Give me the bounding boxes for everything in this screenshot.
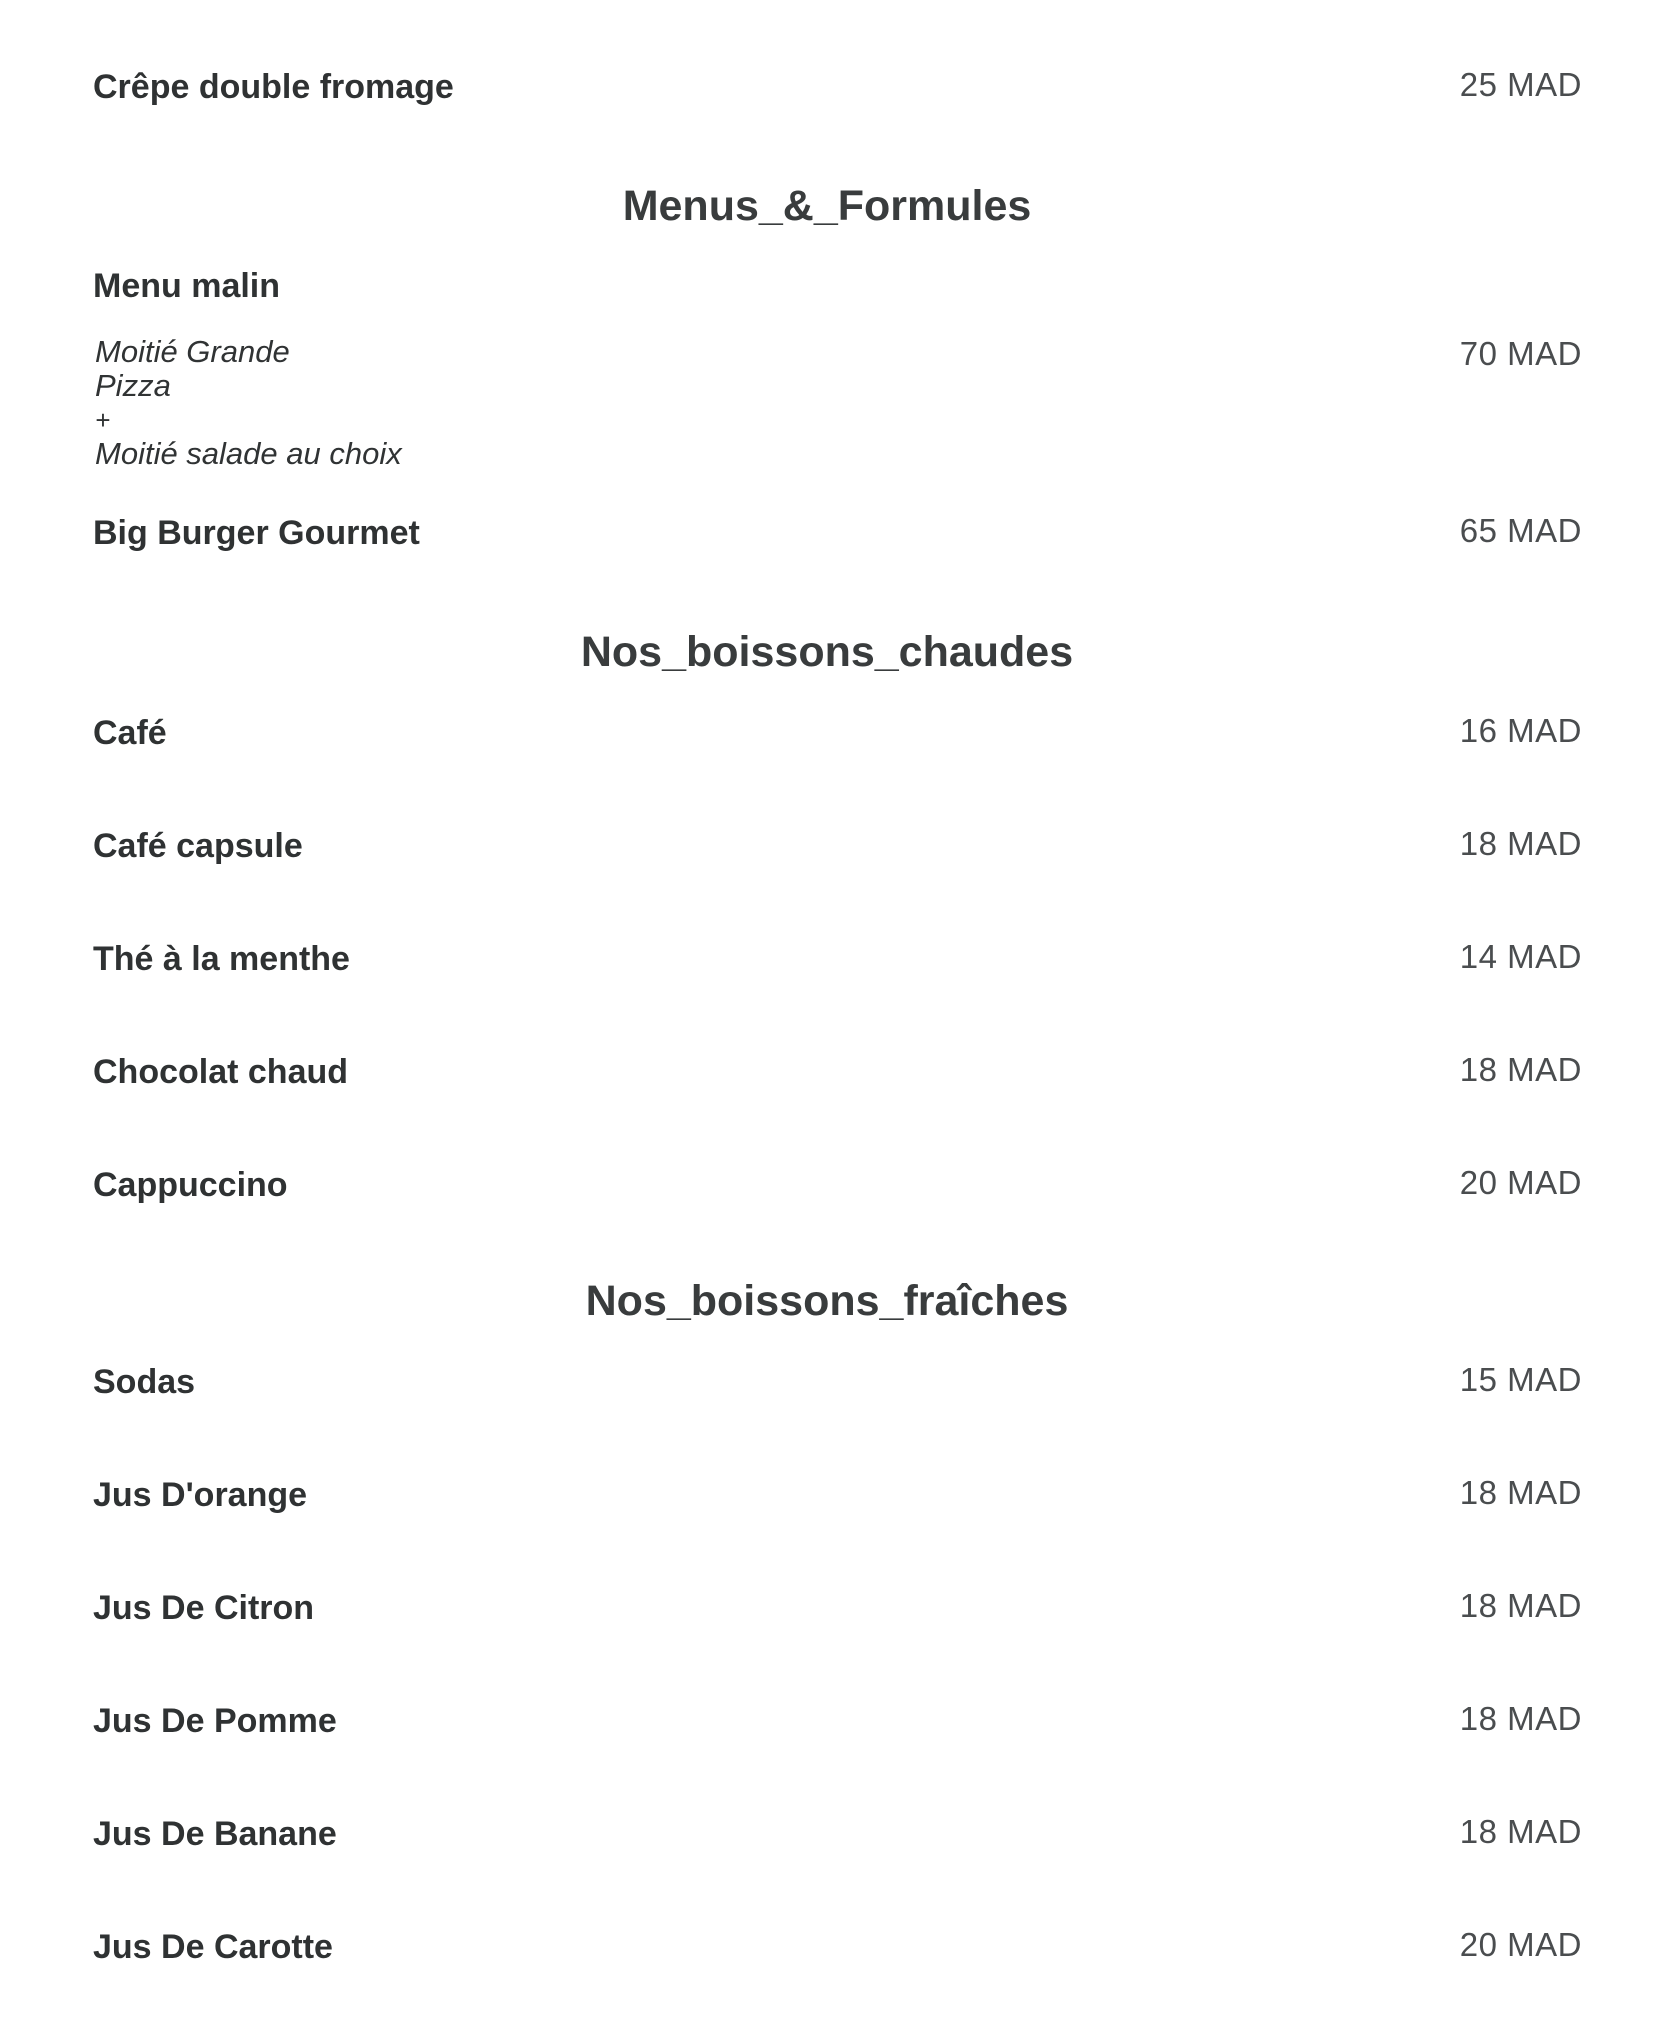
item-price: 18 MAD [1459,1587,1582,1624]
item-price: 25 MAD [1459,66,1582,103]
item-name: Thé à la menthe [93,940,350,978]
item-description-line: + [95,405,111,435]
section-title-menus-formules: Menus_&_Formules [622,182,1032,230]
item-price: 20 MAD [1459,1164,1582,1201]
item-price: 18 MAD [1459,1700,1582,1737]
item-name: Café capsule [93,827,303,865]
item-price: 15 MAD [1459,1361,1582,1398]
item-price: 18 MAD [1459,1813,1582,1850]
item-price: 65 MAD [1459,512,1582,549]
item-name: Chocolat chaud [93,1053,349,1091]
item-name: Jus De Carotte [93,1928,333,1966]
section-title-boissons-chaudes: Nos_boissons_chaudes [580,628,1074,676]
section-title-boissons-fraiches: Nos_boissons_fraîches [585,1277,1069,1325]
item-name: Menu malin [93,267,281,305]
item-price: 16 MAD [1459,712,1582,749]
item-name: Jus D'orange [93,1476,308,1514]
item-name: Jus De Pomme [93,1702,337,1740]
item-price: 18 MAD [1459,1474,1582,1511]
item-name: Crêpe double fromage [93,68,454,106]
item-price: 18 MAD [1459,1051,1582,1088]
item-price: 14 MAD [1459,938,1582,975]
item-name: Café [93,714,167,752]
item-price: 18 MAD [1459,825,1582,862]
item-price: 20 MAD [1459,1926,1582,1963]
item-name: Jus De Banane [93,1815,337,1853]
item-description-line: Moitié salade au choix [95,436,402,471]
item-name: Cappuccino [93,1166,288,1204]
item-name: Sodas [93,1363,196,1401]
item-name: Jus De Citron [93,1589,315,1627]
item-description-line: Moitié Grande [95,334,290,369]
item-name: Big Burger Gourmet [93,514,420,552]
item-price: 70 MAD [1459,335,1582,372]
item-description-line: Pizza [95,368,171,403]
